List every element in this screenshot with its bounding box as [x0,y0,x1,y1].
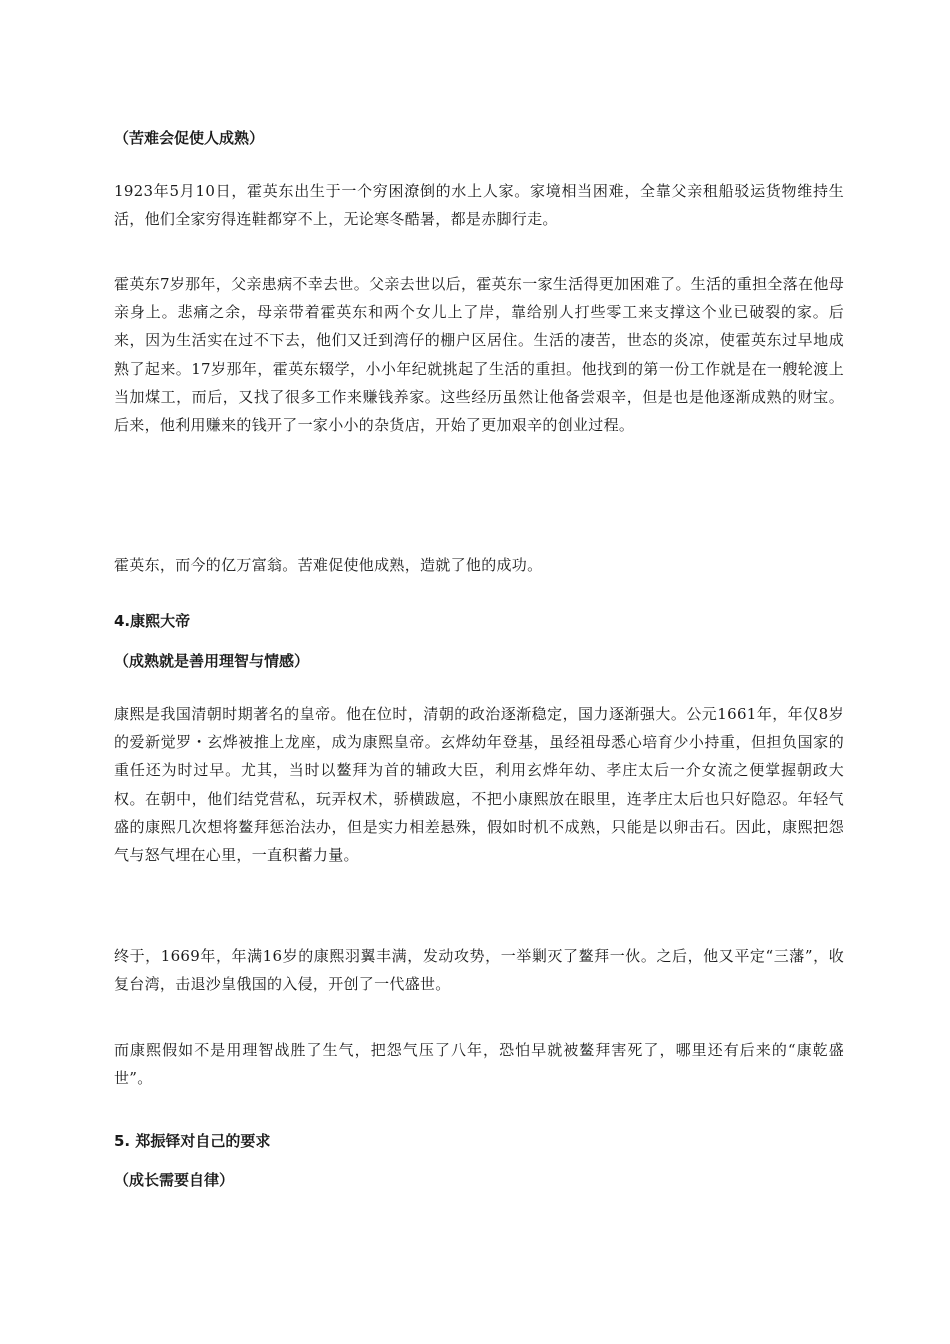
section3-paragraph-2: 霍英东7岁那年，父亲患病不幸去世。父亲去世以后，霍英东一家生活得更加困难了。生活的重担全落在他母亲身上。悲痛之余，母亲带着霍英东和两个女儿上了岸，靠给别人打些零工来支撑这个业已破裂的家。后来，因为生活实在过不下去，他们又迁到湾仔的棚户区居住。生活的凄苦，世态的炎凉，使霍英东过早地成熟了起来。17岁那年，霍英东辍学，小小年纪就挑起了生活的重担。他找到的第一份工作就是在一艘轮渡上当加煤工，而后，又找了很多工作来赚钱养家。这些经历虽然让他备尝艰辛，但是也是他逐渐成熟的财宝。后来，他利用赚来的钱开了一家小小的杂货店，开始了更加艰辛的创业过程。 [114,275,844,435]
section4-subtitle: （成熟就是善用理智与情感） [114,652,310,670]
section4-paragraph-1: 康熙是我国清朝时期著名的皇帝。他在位时，清朝的政治逐渐稳定，国力逐渐强大。公元1661年，年仅8岁的爱新觉罗・玄烨被推上龙座，成为康熙皇帝。玄烨幼年登基，虽经祖母悉心培育少小持重，但担负国家的重任还为时过早。尤其，当时以鳌拜为首的辅政大臣，利用玄烨年幼、孝庄太后一介女流之便掌握朝政大权。在朝中，他们结党营私，玩弄权术，骄横跋扈，不把小康熙放在眼里，连孝庄太后也只好隐忍。年轻气盛的康熙几次想将鳌拜惩治法办，但是实力相差悬殊，假如时机不成熟，只能是以卵击石。因此，康熙把怨气与怒气埋在心里，一直积蓄力量。 [114,705,844,865]
section5-subtitle: （成长需要自律） [114,1171,235,1189]
section3-subtitle: （苦难会促使人成熟） [114,129,265,147]
section5-title: 5. 郑振铎对自己的要求 [114,1132,271,1150]
section4-paragraph-3: 而康熙假如不是用理智战胜了生气，把怨气压了八年，恐怕早就被鳌拜害死了，哪里还有后来的“康乾盛世”。 [114,1041,844,1088]
section4-paragraph-2: 终于，1669年，年满16岁的康熙羽翼丰满，发动攻势，一举剿灭了鳌拜一伙。之后，他又平定“三藩”，收复台湾，击退沙皇俄国的入侵，开创了一代盛世。 [114,947,844,994]
section3-paragraph-3: 霍英东，而今的亿万富翁。苦难促使他成熟，造就了他的成功。 [114,556,543,574]
section4-title: 4.康熙大帝 [114,612,191,630]
section3-paragraph-1: 1923年5月10日，霍英东出生于一个穷困潦倒的水上人家。家境相当困难，全靠父亲租船驳运货物维持生活，他们全家穷得连鞋都穿不上，无论寒冬酷暑，都是赤脚行走。 [114,182,844,229]
